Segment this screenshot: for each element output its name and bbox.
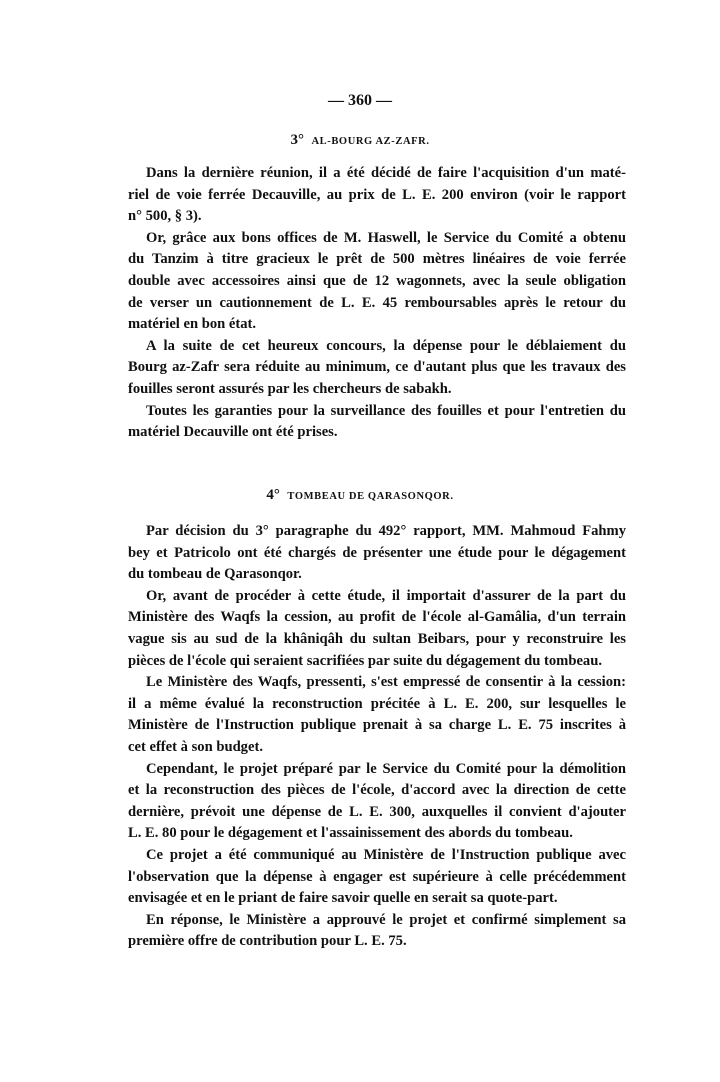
- paragraph: [128, 672, 626, 758]
- text-line: dernière, prévoit une dépense de L. E. 300, auxquelles il convient d'ajouter: [128, 803, 626, 820]
- text-line: l'observation que la dépense à engager est supérieure à celle précédemment: [128, 868, 626, 885]
- text-line: Dans la dernière réunion, il a été décidé de faire l'acquisition d'un maté-: [146, 165, 626, 181]
- paragraph: [128, 401, 626, 444]
- section-title: TOMBEAU DE QARASONQOR.: [287, 491, 454, 502]
- text-line: il a même évalué la reconstruction précitée à L. E. 200, sur lesquelles le: [128, 695, 626, 712]
- text-line: et la reconstruction des pièces de l'école, d'accord avec la direction de cette: [128, 782, 626, 799]
- section-body: [128, 163, 626, 444]
- text-line: pièces de l'école qui seraient sacrifiées par suite du dégagement du tombeau.: [128, 652, 602, 669]
- text-line: riel de voie ferrée Decauville, au prix de L. E. 200 environ (voir le rapport: [128, 186, 626, 203]
- text-line: matériel Decauville ont été prises.: [128, 424, 338, 441]
- paragraph: [128, 163, 626, 228]
- text-line: Cependant, le projet préparé par le Service du Comité pour la démolition: [146, 760, 626, 777]
- text-line: Or, grâce aux bons offices de M. Haswell, le Service du Comité a obtenu: [146, 229, 626, 246]
- text-line: Ministère de l'Instruction publique prenait à sa charge L. E. 75 inscrites à: [128, 717, 626, 734]
- text-line: Bourg az-Zafr sera réduite au minimum, ce d'autant plus que les travaux des: [128, 359, 626, 376]
- text-line: bey et Patricolo ont été chargés de présenter une étude pour le dégagement: [128, 544, 626, 561]
- section-title: AL-BOURG AZ-ZAFR.: [311, 136, 430, 147]
- text-line: Toutes les garanties pour la surveillance des fouilles et pour l'entretien du: [146, 402, 626, 419]
- text-line: du Tanzim à titre gracieux le prêt de 500 mètres linéaires de voie ferrée: [128, 251, 626, 268]
- text-line: envisagée et en le priant de faire savoir quelle en serait sa quote-part.: [128, 890, 558, 907]
- paragraph: [128, 845, 626, 910]
- text-line: vague sis au sud de la khâniqâh du sultan Beibars, pour y reconstruire les: [128, 630, 626, 647]
- text-line: n° 500, § 3).: [128, 208, 202, 225]
- text-line: fouilles seront assurés par les chercheurs de sabakh.: [128, 380, 452, 397]
- text-line: Or, avant de procéder à cette étude, il importait d'assurer de la part du: [146, 587, 626, 604]
- text-line: L. E. 80 pour le dégagement et l'assainissement des abords du tombeau.: [128, 825, 573, 842]
- text-line: de verser un cautionnement de L. E. 45 remboursables après le retour du: [128, 294, 626, 311]
- paragraph: [128, 228, 626, 336]
- page-number: — 360 —: [328, 92, 392, 109]
- text-line: A la suite de cet heureux concours, la dépense pour le déblaiement du: [146, 337, 626, 354]
- text-line: cet effet à son budget.: [128, 738, 263, 755]
- text-line: Par décision du 3° paragraphe du 492° rapport, MM. Mahmoud Fahmy: [146, 523, 626, 539]
- text-line: En réponse, le Ministère a approuvé le projet et confirmé simplement sa: [146, 911, 626, 928]
- text-line: première offre de contribution pour L. E. 75.: [128, 933, 407, 950]
- paragraph: [128, 336, 626, 401]
- section-number: 4°: [266, 487, 280, 503]
- paragraph: [128, 586, 626, 672]
- text-line: Ministère des Waqfs la cession, au profit de l'école al-Gamâlia, d'un terrain: [128, 609, 626, 626]
- section-body: [128, 521, 626, 953]
- text-line: Ce projet a été communiqué au Ministère de l'Instruction publique avec: [146, 846, 626, 863]
- section-number: 3°: [290, 132, 304, 148]
- section-heading: [0, 487, 720, 504]
- text-line: Le Ministère des Waqfs, pressenti, s'est empressé de consentir à la cession:: [146, 674, 626, 691]
- section-heading: [0, 132, 720, 149]
- paragraph: [128, 521, 626, 586]
- text-line: du tombeau de Qarasonqor.: [128, 566, 302, 583]
- paragraph: [128, 759, 626, 845]
- paragraph: [128, 910, 626, 953]
- text-line: double avec accessoires ainsi que de 12 wagonnets, avec la seule obligation: [128, 272, 626, 289]
- text-line: matériel en bon état.: [128, 316, 257, 333]
